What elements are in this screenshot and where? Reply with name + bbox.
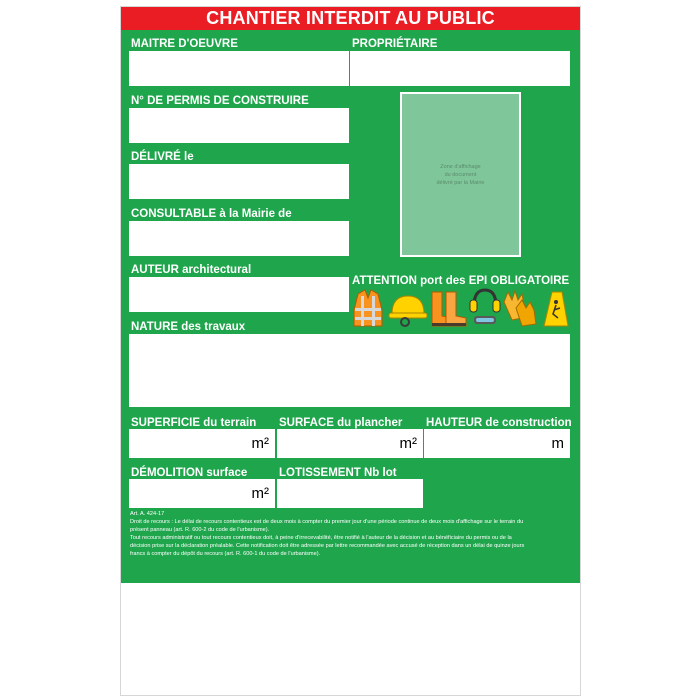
doc-zone-line: délivré par la Mairie: [436, 180, 485, 186]
label-permis: N° DE PERMIS DE CONSTRUIRE: [131, 95, 309, 107]
legal-line: décision prise sur la déclaration préalable. Cette notification doit être adressée par lettre recommandée avec accusé de réception dans un délai de quinze jours: [130, 543, 525, 549]
field-proprietaire[interactable]: [350, 51, 570, 86]
label-delivre: DÉLIVRÉ le: [131, 151, 194, 163]
document-zone-text: [400, 163, 521, 187]
label-demolition: DÉMOLITION surface: [131, 467, 248, 479]
label-surface: SURFACE du plancher: [279, 417, 403, 429]
field-consultable[interactable]: [129, 221, 349, 256]
label-hauteur: HAUTEUR de construction: [426, 417, 572, 429]
label-maitre-oeuvre: MAITRE D'OEUVRE: [131, 38, 238, 50]
epi-icons: [352, 288, 570, 328]
label-consultable: CONSULTABLE à la Mairie de: [131, 208, 292, 220]
field-delivre[interactable]: [129, 164, 349, 199]
legal-notice: [130, 510, 570, 558]
legal-line: francs à compter du dépôt du recours (art. R. 600-1 du code de l'urbanisme).: [130, 551, 321, 557]
unit-surface: m²: [399, 435, 417, 452]
unit-demolition: m²: [251, 485, 269, 502]
field-lotissement[interactable]: [277, 479, 423, 508]
unit-hauteur: m: [551, 435, 564, 452]
gloves-icon: [504, 291, 536, 326]
label-proprietaire: PROPRIÉTAIRE: [352, 38, 438, 50]
field-permis[interactable]: [129, 108, 349, 143]
legal-line: Art. A. 424-17: [130, 511, 165, 517]
legal-line: Droit de recours : Le délai de recours contentieux est de deux mois à compter du premier jour d'une période continue de deux mois d'affichage sur le terrain du: [130, 519, 524, 525]
sign-title: CHANTIER INTERDIT AU PUBLIC: [121, 7, 580, 30]
field-auteur[interactable]: [129, 277, 349, 312]
epi-title: ATTENTION port des EPI OBLIGATOIRE: [352, 275, 570, 287]
label-lotissement: LOTISSEMENT Nb lot: [279, 467, 397, 479]
field-nature[interactable]: [129, 334, 570, 407]
legal-line: présent panneau (art. R. 600-2 du code de l'urbanisme).: [130, 527, 270, 533]
label-nature: NATURE des travaux: [131, 321, 246, 333]
field-maitre-oeuvre[interactable]: [129, 51, 349, 86]
safety-boots-icon: [432, 292, 466, 326]
doc-zone-line: du document: [444, 172, 477, 178]
hard-hat-icon: [389, 296, 427, 326]
label-superficie: SUPERFICIE du terrain: [131, 417, 257, 429]
doc-zone-line: Zone d'affichage: [440, 164, 481, 170]
safety-vest-icon: [354, 290, 382, 326]
ear-protection-goggles-icon: [470, 290, 500, 324]
unit-superficie: m²: [251, 435, 269, 452]
wet-floor-sign-icon: [544, 292, 568, 326]
label-auteur: AUTEUR architectural: [131, 264, 252, 276]
legal-line: Tout recours administratif ou tout recours contentieux doit, à peine d'irrecevabilité, être notifié à l'auteur de la décision et au bénéficiaire du permis ou de la: [130, 535, 512, 541]
